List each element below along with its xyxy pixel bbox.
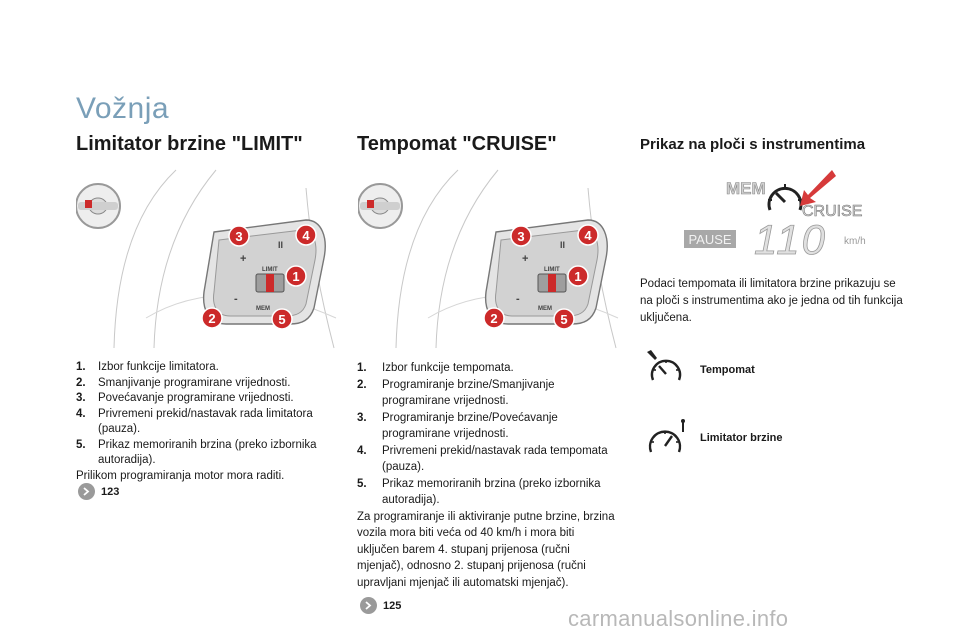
plus-button-label: + bbox=[240, 253, 247, 265]
display-mem-text: MEM bbox=[726, 179, 766, 198]
minus-button-label: - bbox=[516, 293, 520, 305]
red-arrow-icon bbox=[800, 170, 836, 206]
list-item: 2. Smanjivanje programirane vrijednosti. bbox=[76, 376, 291, 389]
cruise-page-reference[interactable] bbox=[360, 597, 401, 614]
callout-3-icon bbox=[511, 226, 531, 246]
callout-4-icon bbox=[578, 225, 598, 245]
steering-wheel-inset-icon bbox=[76, 184, 120, 228]
limiter-legend-label: Limitator brzine bbox=[700, 432, 783, 444]
svg-text:2: 2 bbox=[208, 311, 216, 326]
svg-text:1: 1 bbox=[292, 269, 300, 284]
list-item: 1. Izbor funkcije limitatora. bbox=[76, 361, 219, 373]
svg-text:3: 3 bbox=[235, 229, 243, 244]
limiter-steering-controls-diagram bbox=[76, 168, 338, 350]
list-item: 3. Programiranje brzine/Povećavanje programirane vrijednosti. bbox=[357, 411, 558, 440]
plus-button-label: + bbox=[522, 253, 529, 265]
pause-button-label: II bbox=[560, 240, 566, 250]
list-item: 3. Povećavanje programirane vrijednosti. bbox=[76, 392, 294, 404]
svg-text:4: 4 bbox=[302, 228, 310, 243]
limiter-note: Prilikom programiranja motor mora raditi. bbox=[76, 469, 285, 482]
list-item: 1. Izbor funkcije tempomata. bbox=[357, 362, 514, 374]
svg-text:4: 4 bbox=[584, 228, 592, 243]
callout-3-icon bbox=[229, 226, 249, 246]
callout-1-icon bbox=[568, 266, 588, 286]
list-item: 2. Programiranje brzine/Smanjivanje programirane vrijednosti. bbox=[357, 378, 555, 407]
list-item: 4. Privremeni prekid/nastavak rada limitatora (pauza). bbox=[76, 407, 313, 435]
svg-text:5: 5 bbox=[560, 312, 568, 327]
display-pause-text: PAUSE bbox=[688, 232, 732, 247]
page-title: Vožnja bbox=[76, 92, 170, 125]
mem-button-label: MEM bbox=[256, 306, 270, 312]
list-item: 5. Prikaz memoriranih brzina (preko izbornika autoradija). bbox=[76, 438, 317, 466]
callout-1-icon bbox=[286, 266, 306, 286]
svg-text:2: 2 bbox=[490, 311, 498, 326]
limit-label: LIMIT bbox=[262, 267, 278, 273]
instrument-section-title: Prikaz na ploči s instrumentima bbox=[640, 136, 866, 153]
callout-2-icon bbox=[202, 308, 222, 328]
svg-text:3: 3 bbox=[517, 229, 525, 244]
limit-label: LIMIT bbox=[544, 267, 560, 273]
limiter-gauge-icon bbox=[645, 418, 691, 458]
mem-button-label: MEM bbox=[538, 306, 552, 312]
cruise-legend-label: Tempomat bbox=[700, 364, 755, 376]
limit-selector-highlight bbox=[266, 274, 274, 292]
watermark-text: carmanualsonline.info bbox=[568, 606, 789, 631]
limiter-section-title: Limitator brzine "LIMIT" bbox=[76, 133, 303, 155]
cruise-note: Za programiranje ili aktiviranje putne brzine, brzina vozila mora biti veća od 40 km/h i mora biti uključen barem 4. stupanj prijenosa (ručni mjenjač), odnosno 2. stupanj prijenosa (ručni upravljani mjenjač ili automatski mjenjač). bbox=[357, 510, 615, 589]
pause-button-label: II bbox=[278, 240, 284, 250]
instrument-display-illustration bbox=[684, 168, 884, 258]
cruise-steps-list bbox=[357, 360, 619, 591]
callout-5-icon bbox=[554, 309, 574, 329]
limit-selector-highlight bbox=[548, 274, 556, 292]
page-ref-number: 125 bbox=[383, 599, 402, 612]
cruise-section-title: Tempomat "CRUISE" bbox=[357, 133, 557, 155]
page-link-icon bbox=[360, 597, 377, 614]
display-unit-text: km/h bbox=[844, 236, 866, 247]
list-item: 5. Prikaz memoriranih brzina (preko izbornika autoradija). bbox=[357, 477, 601, 506]
page-ref-number: 123 bbox=[101, 485, 120, 498]
display-cruise-text: CRUISE bbox=[802, 203, 863, 220]
svg-text:1: 1 bbox=[574, 269, 582, 284]
cruise-gauge-icon bbox=[645, 350, 687, 386]
limiter-steps-list bbox=[76, 360, 338, 484]
display-speed-text: 110 bbox=[754, 216, 827, 258]
callout-5-icon bbox=[272, 309, 292, 329]
cruise-gauge-display-icon bbox=[768, 184, 802, 210]
list-item: 4. Privremeni prekid/nastavak rada tempomata (pauza). bbox=[357, 444, 608, 473]
minus-button-label: - bbox=[234, 293, 238, 305]
steering-wheel-inset-icon bbox=[358, 184, 402, 228]
callout-2-icon bbox=[484, 308, 504, 328]
page-link-icon bbox=[78, 483, 95, 500]
cruise-steering-controls-diagram bbox=[358, 168, 620, 350]
limiter-page-reference[interactable] bbox=[78, 483, 119, 500]
instrument-description: Podaci tempomata ili limitatora brzine prikazuju se na ploči s instrumentima ako je jedna od tih funkcija uključena. bbox=[640, 278, 903, 324]
svg-text:5: 5 bbox=[278, 312, 286, 327]
callout-4-icon bbox=[296, 225, 316, 245]
